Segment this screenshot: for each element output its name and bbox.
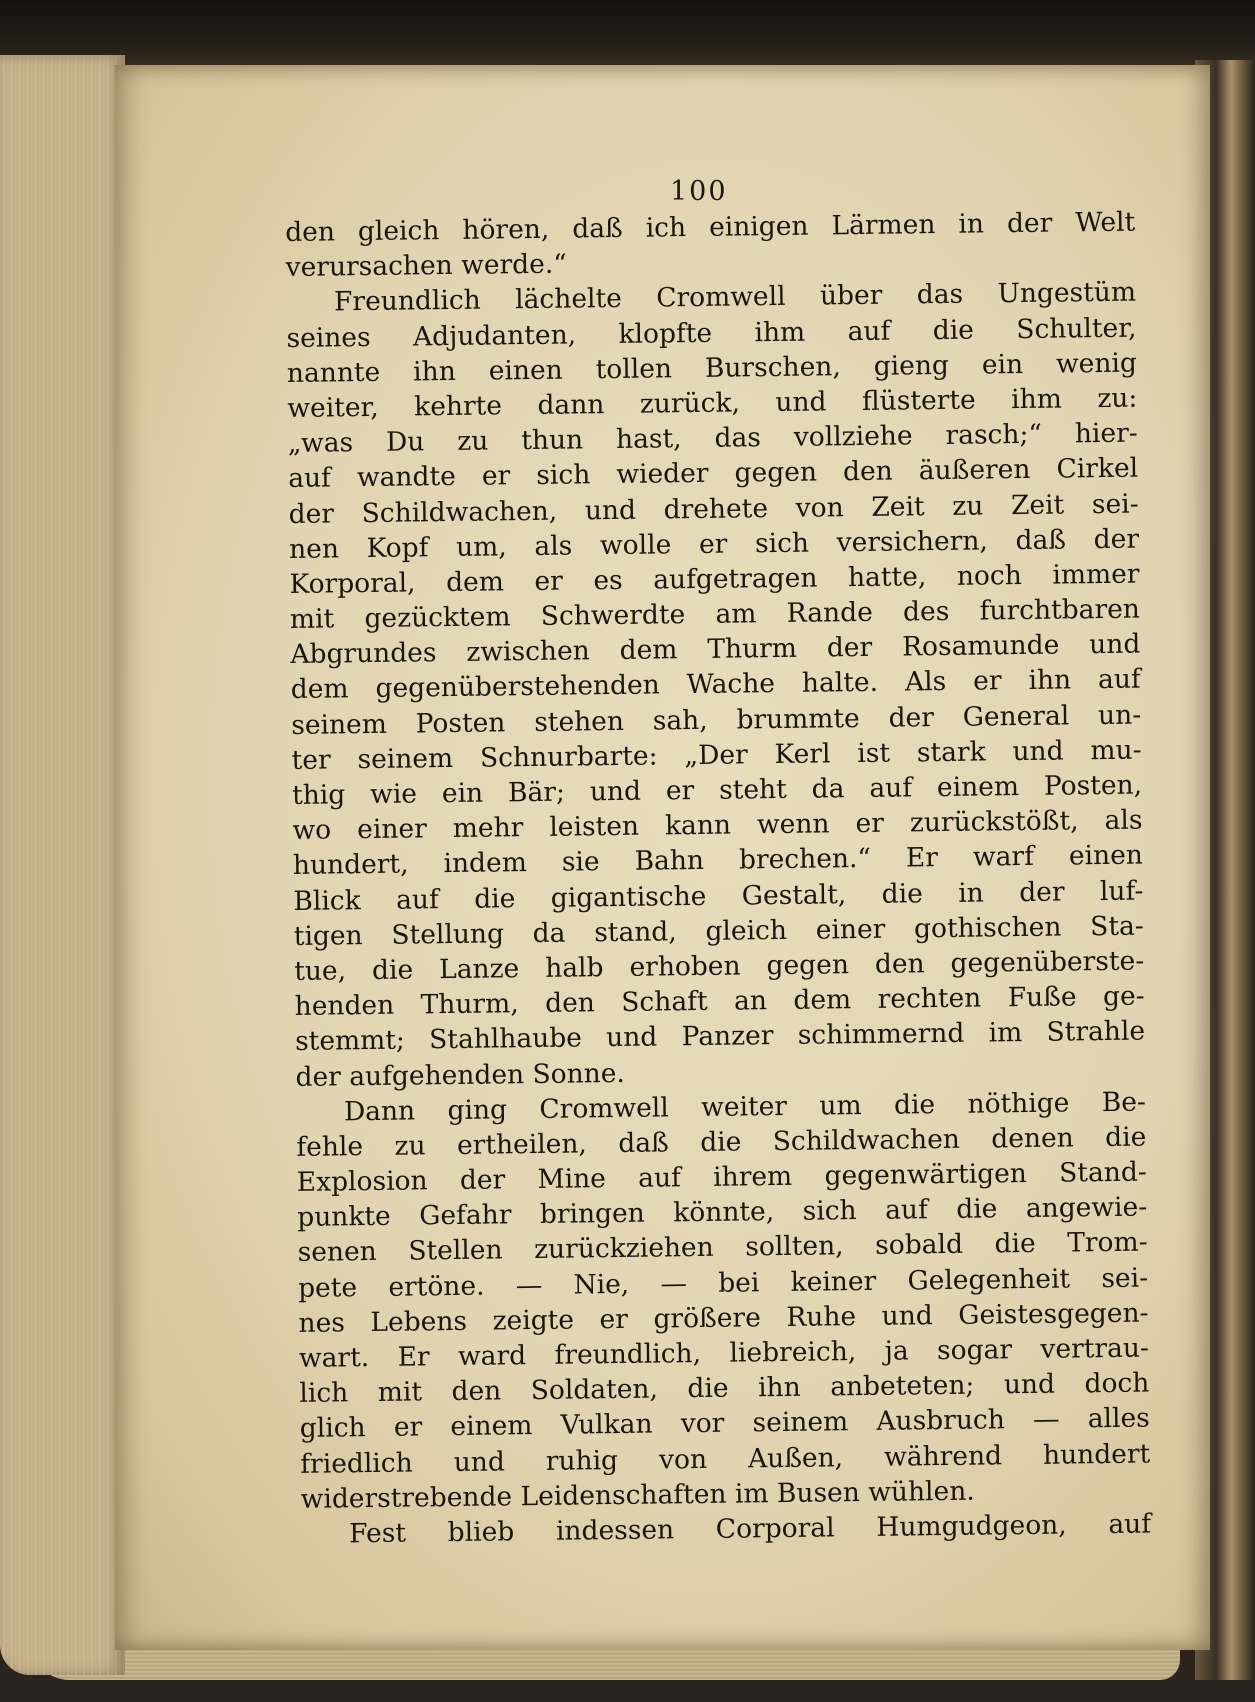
text-line: Blick auf die gigantische Gestalt, die in der luf- bbox=[293, 875, 1144, 917]
text-line: Explosion der Mine auf ihrem gegenwärtigen Stand- bbox=[296, 1156, 1147, 1198]
text-line: Freundlich lächelte Cromwell über das Ungestüm bbox=[333, 276, 1137, 318]
text-line: seines Adjudanten, klopfte ihm auf die Schulter, bbox=[286, 312, 1137, 354]
table-edge bbox=[0, 0, 1255, 70]
text-line: fehle zu ertheilen, daß die Schildwachen denen die bbox=[296, 1121, 1147, 1163]
text-line: henden Thurm, den Schaft an dem rechten Fuße ge- bbox=[294, 980, 1145, 1023]
text-line: wart. Er ward freundlich, liebreich, ja sogar vertrau- bbox=[298, 1332, 1150, 1374]
text-line: Dann ging Cromwell weiter um die nöthige Be- bbox=[343, 1086, 1147, 1128]
text-line: „was Du zu thun hast, das vollziehe rasch;“ hier- bbox=[287, 417, 1138, 460]
text-line: Korporal, dem er es aufgetragen hatte, noch immer bbox=[289, 558, 1140, 600]
text-line: der aufgehenden Sonne. bbox=[295, 1057, 626, 1093]
text-line: dem gegenüberstehenden Wache halte. Als er ihn auf bbox=[290, 664, 1141, 706]
text-line: nannte ihn einen tollen Burschen, gieng ein wenig bbox=[286, 347, 1138, 389]
text-line: hundert, indem sie Bahn brechen.“ Er warf einen bbox=[292, 839, 1144, 882]
text-line: weiter, kehrte dann zurück, und flüsterte ihm zu: bbox=[287, 382, 1138, 424]
text-line: seinem Posten stehen sah, brummte der General un- bbox=[291, 699, 1142, 741]
page-number: 100 bbox=[670, 176, 728, 207]
text-line: wo einer mehr leisten kann wenn er zurückstößt, als bbox=[292, 804, 1143, 847]
text-line: nen Kopf um, als wolle er sich versichern, daß der bbox=[288, 523, 1140, 565]
text-line: glich er einem Vulkan vor seinem Ausbruch — alles bbox=[299, 1402, 1150, 1445]
text-line: punkte Gefahr bringen könnte, sich auf die angewie- bbox=[297, 1191, 1148, 1234]
text-line: friedlich und ruhig von Außen, während hundert bbox=[300, 1438, 1151, 1480]
text-line: pete ertöne. — Nie, — bei keiner Gelegenheit sei- bbox=[297, 1262, 1149, 1304]
text-line: ter seinem Schnurbarte: „Der Kerl ist stark und mu- bbox=[291, 734, 1142, 776]
text-line: widerstrebende Leidenschaften im Busen wühlen. bbox=[300, 1475, 975, 1515]
text-line: Fest blieb indessen Corporal Humgudgeon, auf bbox=[348, 1508, 1152, 1550]
page-edges-left bbox=[0, 55, 125, 1675]
text-line: auf wandte er sich wieder gegen den äußeren Cirkel bbox=[288, 452, 1139, 495]
text-line: senen Stellen zurückziehen sollten, sobald die Trom- bbox=[297, 1226, 1148, 1269]
text-line: verursachen werde.“ bbox=[285, 248, 567, 284]
text-line: lich mit den Soldaten, die ihn anbeteten; und doch bbox=[299, 1367, 1150, 1410]
text-line: Abgrundes zwischen dem Thurm der Rosamunde und bbox=[290, 628, 1141, 671]
text-line: nes Lebens zeigte er größere Ruhe und Geistesgegen- bbox=[298, 1297, 1149, 1339]
text-line: den gleich hören, daß ich einigen Lärmen in der Welt bbox=[285, 206, 1136, 248]
text-line: der Schildwachen, und drehete von Zeit zu Zeit sei- bbox=[288, 488, 1139, 530]
text-line: stemmt; Stahlhaube und Panzer schimmernd im Strahle bbox=[294, 1015, 1146, 1058]
text-line: tue, die Lanze halb erhoben gegen den gegenüberste- bbox=[294, 945, 1145, 987]
text-line: mit gezücktem Schwerdte am Rande des furchtbaren bbox=[289, 593, 1141, 636]
text-line: tigen Stellung da stand, gleich einer gothischen Sta- bbox=[293, 910, 1144, 952]
page-text bbox=[285, 205, 1151, 1552]
text-line: thig wie ein Bär; und er steht da auf einem Posten, bbox=[291, 769, 1143, 811]
